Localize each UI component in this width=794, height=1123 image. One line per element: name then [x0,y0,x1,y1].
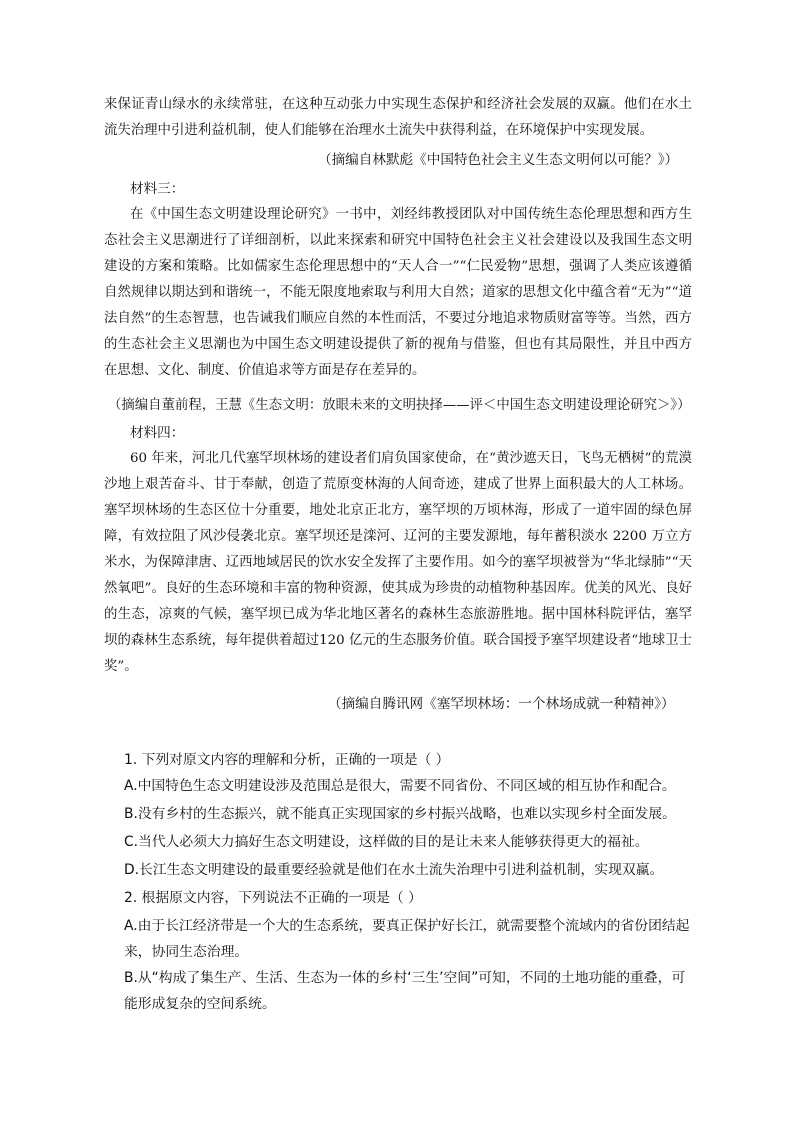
passage-paragraph: 在《中国生态文明建设理论研究》一书中，刘经纬教授团队对中国传统生态伦理思想和西方生态社会主义思潮进行了详细剖析，以此来探索和研究中国特色社会主义社会建设以及我国生态文明建设的方案和策略。比如儒家生态伦理思想中的“天人合一”“仁民爱物”思想，强调了人类应该遵循自然规律以期达到和谐统一，不能无限度地索取与利用大自然；道家的思想文化中蕴含着“无为”“道法自然”的生态智慧，也告诫我们顺应自然的本性而活，不要过分地追求物质财富等等。当然，西方的生态社会主义思潮也为中国生态文明建设提供了新的视角与借鉴，但也有其局限性，并且中西方在思想、文化、制度、价值追求等方面是存在差异的。 [104,207,692,378]
option-a: A.由于长江经济带是一个大的生态系统，要真正保护好长江，就需要整个流域内的省份团结起来，协同生态治理。 [124,918,690,960]
question-stem: 2. 根据原文内容，下列说法不正确的一项是（ ） [124,890,422,906]
passage-paragraph: 来保证青山绿水的永续常驻，在这种互动张力中实现生态保护和经济社会发展的双赢。他们在水土流失治理中引进利益机制，使人们能够在治理水土流失中获得利益，在环境保护中实现发展。 [104,97,692,138]
source-citation: （摘编自董前程，王慧《生态文明：放眼未来的文明抉择——评＜中国生态文明建设理论研究＞》） [108,398,691,413]
source-citation: （摘编自腾讯网《塞罕坝林场：一个林场成就一种精神》） [328,696,675,712]
question-stem: 1. 下列对原文内容的理解和分析，正确的一项是（ ） [124,752,450,768]
source-citation: （摘编自林默彪《中国特色社会主义生态文明何以可能？》） [318,152,679,168]
option-b: B.从“构成了集生产、生活、生态为一体的乡村‘三生’空间”可知，不同的土地功能的重叠，可能形成复杂的空间系统。 [124,970,686,1012]
option-d: D.长江生态文明建设的最重要经验就是他们在水土流失治理中引进利益机制，实现双赢。 [124,862,664,878]
option-a: A.中国特色生态文明建设涉及范围总是很大，需要不同省份、不同区域的相互协作和配合。 [124,778,676,794]
option-b: B.没有乡村的生态振兴，就不能真正实现国家的乡村振兴战略，也难以实现乡村全面发展。 [124,806,676,822]
option-c: C.当代人必须大力搞好生态文明建设，这样做的目的是让未来人能够获得更大的福祉。 [124,834,649,850]
material-label: 材料四： [130,425,185,441]
passage-paragraph: 60 年来，河北几代塞罕坝林场的建设者们肩负国家使命，在“黄沙遮天日，飞鸟无栖树”的荒漠沙地上艰苦奋斗、甘于奉献，创造了荒原变林海的人间奇迹，建成了世界上面积最大的人工林场。塞罕坝林场的生态区位十分重要，地处北京正北方，塞罕坝的万顷林海，形成了一道牢固的绿色屏障，有效拉阻了风沙侵袭北京。塞罕坝还是滦河、辽河的主要发源地，每年蓄积淡水 2200 万立方米水，为保障津唐、辽西地域居民的饮水安全发挥了主要作用。如今的塞罕坝被誉为“华北绿肺”“天然氧吧”。良好的生态环境和丰富的物种资源，使其成为珍贵的动植物种基因库。优美的风光、良好的生态，凉爽的气候，塞罕坝已成为华北地区著名的森林生态旅游胜地。据中国林科院评估，塞罕坝的森林生态系统，每年提供着超过120 亿元的生态服务价值。联合国授予塞罕坝建设者“地球卫士奖”。 [104,451,692,674]
material-label: 材料三： [130,181,185,197]
